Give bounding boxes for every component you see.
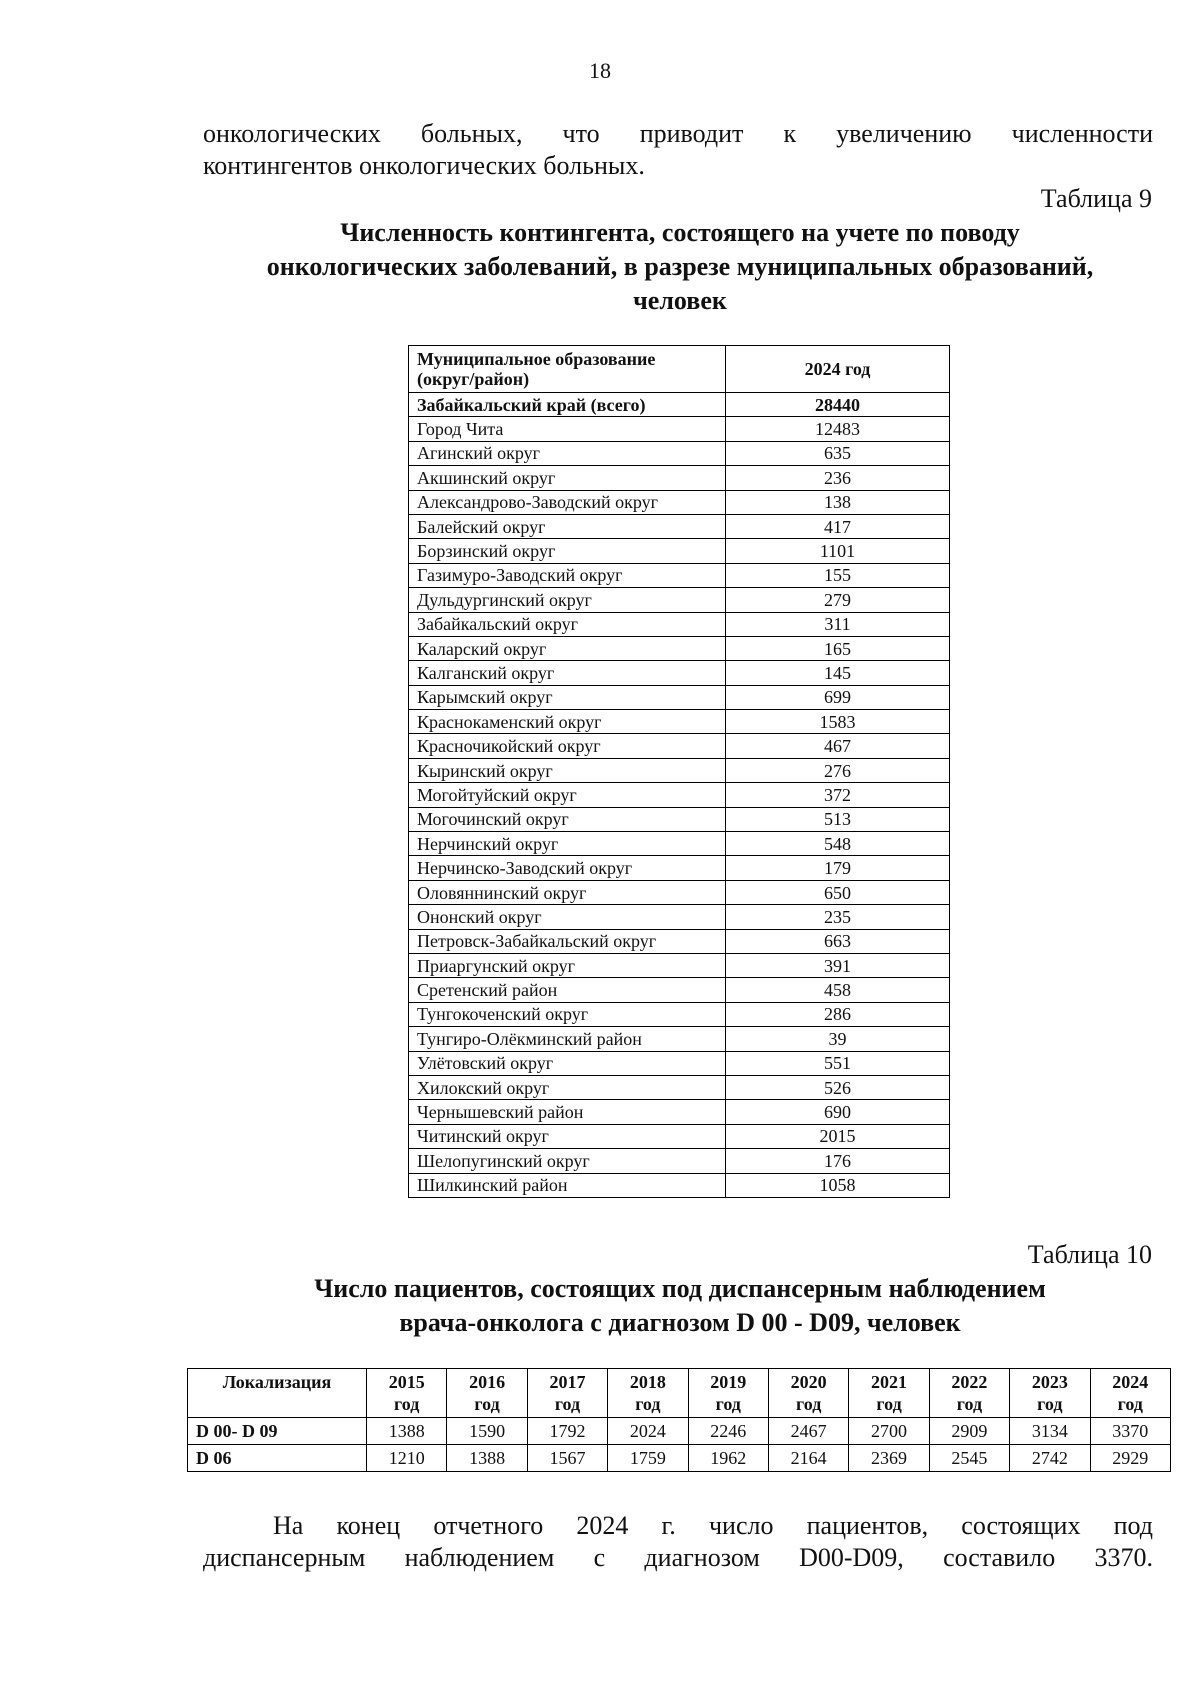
municipality-name: Приаргунский округ <box>409 953 726 977</box>
table-row <box>409 1051 950 1075</box>
closing-paragraph-line1-text: На конец отчетного 2024 г. число пациентов, состоящих под <box>273 1511 1153 1540</box>
municipality-count: 513 <box>726 807 950 831</box>
municipality-name: Ононский округ <box>409 905 726 929</box>
municipality-count: 467 <box>726 734 950 758</box>
municipality-count: 526 <box>726 1075 950 1099</box>
table-row <box>409 1124 950 1148</box>
table-row <box>409 1075 950 1099</box>
patient-count: 1210 <box>367 1445 447 1472</box>
municipality-count: 663 <box>726 929 950 953</box>
intro-paragraph-line1: онкологических больных, что приводит к увеличению численности <box>203 119 1153 148</box>
table10-header-year <box>367 1369 447 1418</box>
municipality-name: Борзинский округ <box>409 539 726 563</box>
municipality-name: Город Чита <box>409 417 726 441</box>
year-number: 2020 <box>790 1372 827 1392</box>
year-number: 2015 <box>388 1372 425 1392</box>
table-row <box>409 490 950 514</box>
municipality-count: 1583 <box>726 710 950 734</box>
patient-count: 2700 <box>849 1418 929 1445</box>
table10-header-year <box>768 1369 848 1418</box>
municipality-count: 179 <box>726 856 950 880</box>
table-row <box>409 710 950 734</box>
municipality-count: 311 <box>726 612 950 636</box>
table-row <box>409 563 950 587</box>
table-row <box>409 661 950 685</box>
table-row <box>409 758 950 782</box>
table10-header-year <box>688 1369 768 1418</box>
patient-count: 1388 <box>447 1445 527 1472</box>
year-suffix: год <box>876 1394 902 1414</box>
table9-total-name: Забайкальский край (всего) <box>409 393 726 417</box>
year-number: 2019 <box>710 1372 747 1392</box>
municipality-name: Чернышевский район <box>409 1100 726 1124</box>
table-row <box>409 466 950 490</box>
year-suffix: год <box>795 1394 822 1414</box>
table10-body <box>188 1418 1171 1472</box>
table-row <box>409 514 950 538</box>
year-number: 2021 <box>871 1372 908 1392</box>
table-row <box>409 807 950 831</box>
table10-label: Таблица 10 <box>1027 1240 1152 1269</box>
municipality-name: Оловяннинский округ <box>409 880 726 904</box>
municipality-count: 155 <box>726 563 950 587</box>
municipality-name: Хилокский округ <box>409 1075 726 1099</box>
patient-count: 1792 <box>527 1418 607 1445</box>
year-suffix: год <box>635 1394 661 1414</box>
municipality-name: Кыринский округ <box>409 758 726 782</box>
municipality-count: 699 <box>726 685 950 709</box>
table-row <box>409 832 950 856</box>
table10-title-line1: Число пациентов, состоящих под диспансерным наблюдением <box>314 1274 1046 1303</box>
municipality-count: 236 <box>726 466 950 490</box>
municipality-name: Тунгокоченский округ <box>409 1002 726 1026</box>
municipality-name: Краснокаменский округ <box>409 710 726 734</box>
table9-title <box>160 216 1200 318</box>
municipality-name: Читинский округ <box>409 1124 726 1148</box>
year-suffix: год <box>1037 1394 1063 1414</box>
municipality-name: Калганский округ <box>409 661 726 685</box>
municipality-count: 690 <box>726 1100 950 1124</box>
municipality-name: Нерчинский округ <box>409 832 726 856</box>
municipality-count: 2015 <box>726 1124 950 1148</box>
table9-header-row <box>409 346 950 393</box>
table-row <box>409 929 950 953</box>
table-row <box>409 880 950 904</box>
table-row <box>409 588 950 612</box>
table10-header-row <box>188 1369 1171 1418</box>
municipality-count: 372 <box>726 783 950 807</box>
municipality-count: 12483 <box>726 417 950 441</box>
table9-title-line3: человек <box>633 286 727 315</box>
table9-header-municipality-line1: Муниципальное образование <box>417 349 656 369</box>
patient-count: 2024 <box>608 1418 688 1445</box>
year-suffix: год <box>554 1394 581 1414</box>
table-row <box>188 1445 1171 1472</box>
municipality-name: Шилкинский район <box>409 1173 726 1197</box>
municipality-name: Каларский округ <box>409 636 726 660</box>
closing-paragraph-line1 <box>203 1510 1153 1542</box>
year-suffix: год <box>1117 1394 1143 1414</box>
table10-header-localization: Локализация <box>188 1369 367 1418</box>
municipality-name: Акшинский округ <box>409 466 726 490</box>
table-row <box>409 441 950 465</box>
table9-title-line2: онкологических заболеваний, в разрезе муниципальных образований, <box>266 252 1094 281</box>
table-row <box>409 856 950 880</box>
municipality-count: 635 <box>726 441 950 465</box>
municipality-name: Тунгиро-Олёкминский район <box>409 1027 726 1051</box>
table-row <box>409 905 950 929</box>
year-suffix: год <box>715 1394 741 1414</box>
table10-header-year <box>1010 1369 1090 1418</box>
municipality-name: Могойтуйский округ <box>409 783 726 807</box>
table10-header-year <box>1090 1369 1170 1418</box>
table9-title-line1: Численность контингента, состоящего на учете по поводу <box>340 218 1020 247</box>
patient-count: 1388 <box>367 1418 447 1445</box>
municipality-count: 286 <box>726 1002 950 1026</box>
table9-label: Таблица 9 <box>1040 184 1152 213</box>
table10-header-year <box>527 1369 607 1418</box>
municipality-count: 39 <box>726 1027 950 1051</box>
municipality-name: Петровск-Забайкальский округ <box>409 929 726 953</box>
municipality-count: 176 <box>726 1149 950 1173</box>
table-row <box>409 1100 950 1124</box>
municipality-count: 548 <box>726 832 950 856</box>
table10-header-year <box>447 1369 527 1418</box>
municipality-name: Улётовский округ <box>409 1051 726 1075</box>
municipality-name: Дульдургинский округ <box>409 588 726 612</box>
municipality-name: Могочинский округ <box>409 807 726 831</box>
year-suffix: год <box>956 1394 983 1414</box>
page-number: 18 <box>589 58 611 83</box>
patient-count: 2164 <box>768 1445 848 1472</box>
municipality-name: Карымский округ <box>409 685 726 709</box>
patient-count: 2369 <box>849 1445 929 1472</box>
table-row <box>409 734 950 758</box>
table-row <box>409 1149 950 1173</box>
patient-count: 2467 <box>768 1418 848 1445</box>
table10-header-year <box>608 1369 688 1418</box>
patient-count: 1759 <box>608 1445 688 1472</box>
municipality-count: 1058 <box>726 1173 950 1197</box>
table-row <box>188 1418 1171 1445</box>
municipality-count: 165 <box>726 636 950 660</box>
municipality-count: 138 <box>726 490 950 514</box>
municipality-count: 276 <box>726 758 950 782</box>
municipality-name: Забайкальский округ <box>409 612 726 636</box>
table-row <box>409 1173 950 1197</box>
table9-header-municipality-line2: (округ/район) <box>417 369 530 389</box>
table-row <box>409 1027 950 1051</box>
municipality-count: 650 <box>726 880 950 904</box>
closing-paragraph-line2: диспансерным наблюдением с диагнозом D00-D09, составило 3370. <box>203 1543 1153 1572</box>
table-row <box>409 612 950 636</box>
table-row <box>409 953 950 977</box>
municipality-count: 391 <box>726 953 950 977</box>
municipality-name: Балейский округ <box>409 514 726 538</box>
patient-count: 1590 <box>447 1418 527 1445</box>
table-row <box>409 417 950 441</box>
year-number: 2017 <box>549 1372 586 1392</box>
table9 <box>408 345 950 1198</box>
municipality-count: 1101 <box>726 539 950 563</box>
municipality-name: Агинский округ <box>409 441 726 465</box>
year-number: 2018 <box>629 1372 666 1392</box>
municipality-name: Газимуро-Заводский округ <box>409 563 726 587</box>
municipality-name: Шелопугинский округ <box>409 1149 726 1173</box>
table-row <box>409 636 950 660</box>
table-row <box>409 978 950 1002</box>
year-number: 2023 <box>1031 1372 1068 1392</box>
municipality-name: Александрово-Заводский округ <box>409 490 726 514</box>
municipality-count: 551 <box>726 1051 950 1075</box>
table10-header-year <box>929 1369 1009 1418</box>
municipality-name: Красночикойский округ <box>409 734 726 758</box>
municipality-count: 145 <box>726 661 950 685</box>
patient-count: 3370 <box>1090 1418 1170 1445</box>
patient-count: 3134 <box>1010 1418 1090 1445</box>
municipality-name: Сретенский район <box>409 978 726 1002</box>
localization-label: D 00- D 09 <box>188 1418 367 1445</box>
patient-count: 1567 <box>527 1445 607 1472</box>
patient-count: 1962 <box>688 1445 768 1472</box>
table9-body <box>409 393 950 1198</box>
municipality-count: 458 <box>726 978 950 1002</box>
table-row <box>409 1002 950 1026</box>
municipality-name: Нерчинско-Заводский округ <box>409 856 726 880</box>
table9-header-year: 2024 год <box>726 346 950 393</box>
municipality-count: 279 <box>726 588 950 612</box>
year-number: 2024 <box>1112 1372 1149 1392</box>
year-suffix: год <box>394 1394 420 1414</box>
patient-count: 2929 <box>1090 1445 1170 1472</box>
table9-total-row <box>409 393 950 417</box>
year-suffix: год <box>474 1394 500 1414</box>
table9-total-value: 28440 <box>726 393 950 417</box>
table10-title <box>160 1272 1200 1340</box>
patient-count: 2742 <box>1010 1445 1090 1472</box>
table-row <box>409 539 950 563</box>
intro-paragraph-line2: контингентов онкологических больных. <box>203 151 645 180</box>
table10 <box>187 1368 1171 1472</box>
table10-title-line2: врача-онколога с диагнозом D 00 - D09, человек <box>399 1308 961 1337</box>
municipality-count: 235 <box>726 905 950 929</box>
patient-count: 2545 <box>929 1445 1009 1472</box>
table-row <box>409 783 950 807</box>
table-row <box>409 685 950 709</box>
year-number: 2016 <box>469 1372 506 1392</box>
table9-header-municipality <box>409 346 726 393</box>
year-number: 2022 <box>951 1372 988 1392</box>
patient-count: 2246 <box>688 1418 768 1445</box>
patient-count: 2909 <box>929 1418 1009 1445</box>
municipality-count: 417 <box>726 514 950 538</box>
table10-header-year <box>849 1369 929 1418</box>
localization-label: D 06 <box>188 1445 367 1472</box>
